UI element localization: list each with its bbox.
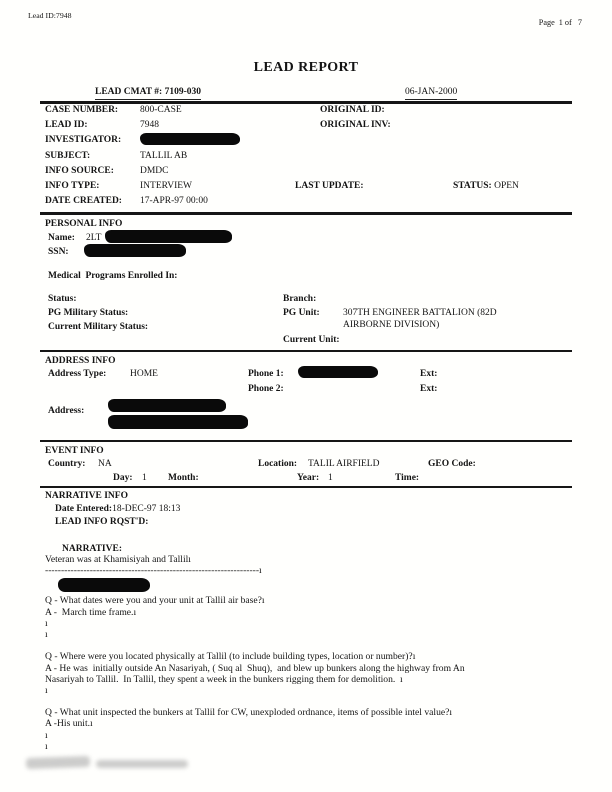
day-value: 1: [142, 473, 147, 483]
date-created-label: DATE CREATED:: [45, 196, 122, 206]
narrative-line: ı: [45, 684, 48, 696]
branch-label: Branch:: [283, 294, 317, 304]
pg-military-status-label: PG Military Status:: [48, 308, 129, 318]
current-unit-label: Current Unit:: [283, 335, 340, 345]
month-label: Month:: [168, 473, 199, 483]
address-type-value: HOME: [130, 369, 158, 379]
narrative-line: A - He was initially outside An Nasariyah, ( Suq al Shuq), and blew up bunkers along the highway from An: [45, 662, 465, 674]
narrative-line: Veteran was at Khamisiyah and Tallilı: [45, 554, 191, 565]
location-value: TALIL AIRFIELD: [308, 459, 380, 469]
year-value: 1: [328, 473, 333, 483]
narrative-redaction-line: [45, 576, 585, 595]
subject-value: TALLIL AB: [140, 151, 188, 161]
day-label: Day:: [113, 473, 133, 483]
header-page-number: Page 1 of 7: [538, 18, 582, 27]
address-label: Address:: [48, 406, 85, 416]
divider-top: [40, 101, 572, 104]
report-date: 06-JAN-2000: [405, 87, 457, 100]
narrative-line: Q - What unit inspected the bunkers at Tallil for CW, unexploded ordnance, items of possible intel value?ı: [45, 707, 453, 719]
narrative-body: [45, 554, 585, 752]
status-field: [453, 181, 519, 192]
narrative-line: ı: [45, 740, 48, 752]
country-value: NA: [98, 459, 112, 469]
lead-id-value: 7948: [140, 120, 159, 130]
divider-case-bottom: [40, 212, 572, 215]
name-rank: 2LT: [86, 233, 102, 243]
document-title: LEAD REPORT: [253, 60, 359, 75]
case-number-value: 800-CASE: [140, 105, 182, 115]
name-label: Name:: [48, 233, 75, 243]
narrative-line: Nasariyah to Tallil. In Tallil, they spent a week in the bunkers rigging them for demolition. ı: [45, 673, 403, 685]
status-field-label: Status:: [48, 294, 77, 304]
case-number-label: CASE NUMBER:: [45, 105, 119, 115]
narrative-line: Q - Where were you located physically at Tallil (to include building types, location or number)?ı: [45, 651, 416, 663]
address-info-heading: ADDRESS INFO: [45, 356, 116, 366]
narrative-line: A - March time frame.ı: [45, 606, 137, 618]
last-update-label: LAST UPDATE:: [295, 181, 364, 191]
lead-info-rqstd-label: LEAD INFO RQST'D:: [55, 517, 149, 527]
narrative-line: Q - What dates were you and your unit at Tallil air base?ı: [45, 595, 265, 607]
personal-info-heading: PERSONAL INFO: [45, 219, 123, 229]
location-label: Location:: [258, 459, 298, 469]
narrative-line: ı: [45, 729, 48, 741]
name-redaction-bar: [105, 230, 232, 243]
phone2-label: Phone 2:: [248, 384, 284, 394]
pg-unit-label: PG Unit:: [283, 308, 320, 318]
narrative-line: ı: [45, 628, 48, 640]
divider-event-bottom: [40, 486, 572, 488]
country-label: Country:: [48, 459, 86, 469]
medical-programs-label: Medical Programs Enrolled In:: [48, 271, 178, 281]
handwriting-smudge-2: [96, 760, 188, 768]
original-inv-label: ORIGINAL INV:: [320, 120, 391, 130]
narrative-line: -------------------------------------------------------------------ı: [45, 565, 262, 577]
ssn-redaction-bar: [84, 244, 186, 257]
narrative-line: A -His unit.ı: [45, 718, 93, 730]
address-type-label: Address Type:: [48, 369, 107, 379]
event-info-heading: EVENT INFO: [45, 446, 104, 456]
phone1-redaction-bar: [298, 366, 378, 378]
current-military-status-label: Current Military Status:: [48, 322, 149, 332]
ssn-label: SSN:: [48, 247, 69, 257]
handwriting-smudge-1: [26, 756, 90, 769]
year-label: Year:: [297, 473, 320, 483]
address-redaction-bar-2: [108, 415, 248, 429]
lead-id-label: LEAD ID:: [45, 120, 88, 130]
lead-cmat-number: LEAD CMAT #: 7109-030: [95, 87, 201, 100]
narrative-redaction-bar: [58, 578, 150, 592]
time-label: Time:: [395, 473, 420, 483]
status-label: STATUS:: [453, 181, 492, 191]
date-entered-label: Date Entered:: [55, 504, 113, 514]
address-redaction-bar-1: [108, 399, 226, 412]
narrative-line: [45, 696, 585, 707]
date-entered-value: 18-DEC-97 18:13: [112, 504, 181, 514]
subject-label: SUBJECT:: [45, 151, 91, 161]
original-id-label: ORIGINAL ID:: [320, 105, 385, 115]
ext1-label: Ext:: [420, 369, 438, 379]
geo-code-label: GEO Code:: [428, 459, 476, 469]
info-type-label: INFO TYPE:: [45, 181, 100, 191]
investigator-redaction-bar: [140, 133, 240, 145]
divider-address-bottom: [40, 440, 572, 442]
pg-unit-value-line1: 307TH ENGINEER BATTALION (82D: [343, 308, 497, 318]
info-type-value: INTERVIEW: [140, 181, 192, 191]
info-source-value: DMDC: [140, 166, 169, 176]
status-value: OPEN: [494, 181, 519, 191]
ext2-label: Ext:: [420, 384, 438, 394]
phone1-label: Phone 1:: [248, 369, 284, 379]
header-lead-id: Lead ID:7948: [28, 11, 72, 20]
investigator-label: INVESTIGATOR:: [45, 135, 122, 145]
divider-personal-bottom: [40, 350, 572, 352]
date-entered-field: [55, 504, 180, 515]
narrative-line: ı: [45, 617, 48, 629]
narrative-label: NARRATIVE:: [62, 544, 122, 554]
pg-unit-value-line2: AIRBORNE DIVISION): [343, 320, 440, 330]
info-source-label: INFO SOURCE:: [45, 166, 114, 176]
date-created-value: 17-APR-97 00:00: [140, 196, 208, 206]
narrative-info-heading: NARRATIVE INFO: [45, 491, 128, 501]
narrative-line: [45, 640, 585, 651]
